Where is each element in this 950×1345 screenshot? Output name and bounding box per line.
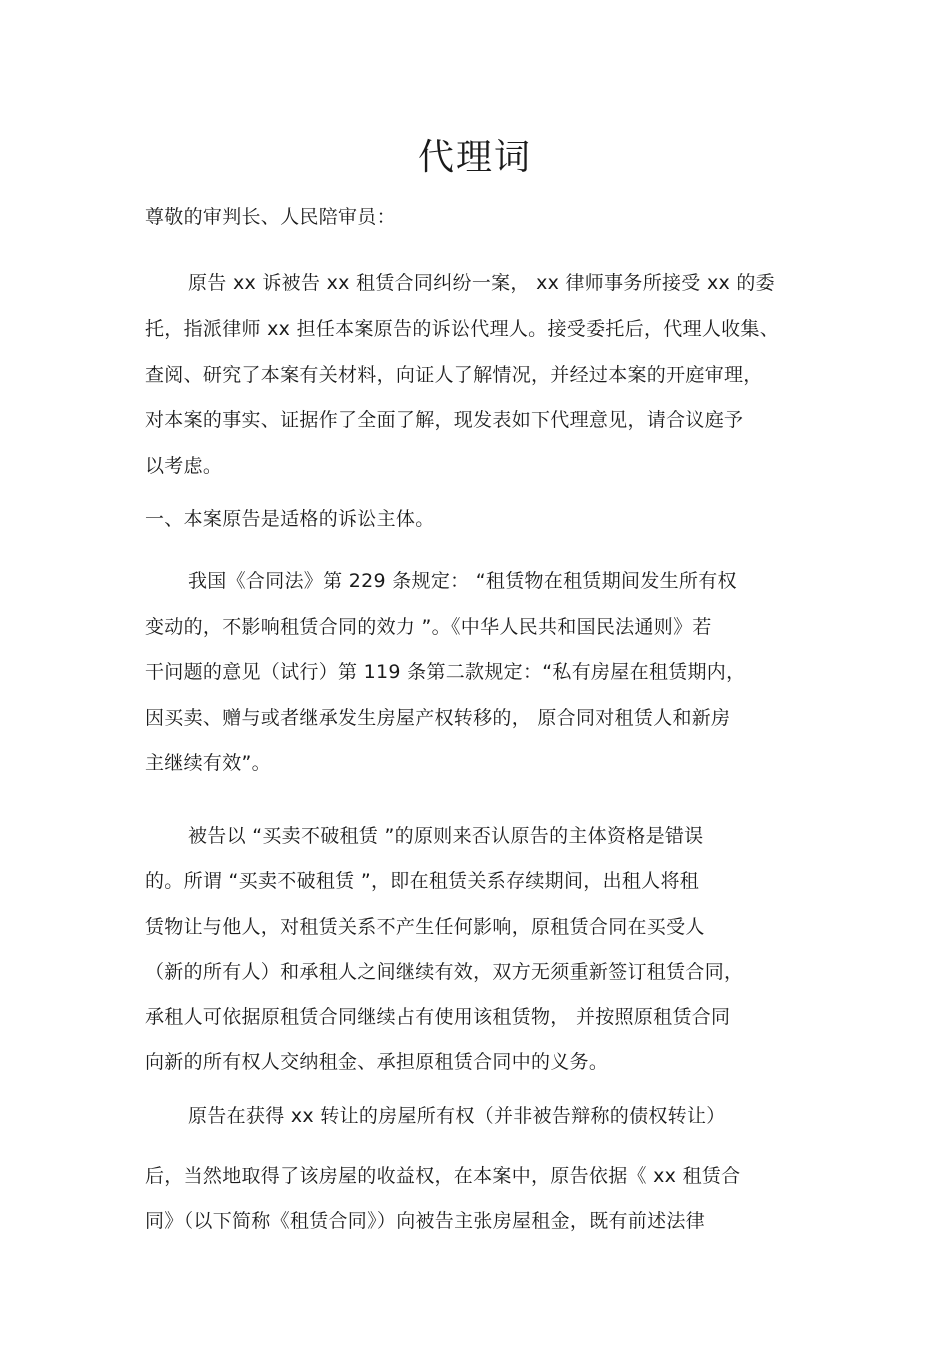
paragraph-line: 原告在获得 xx 转让的房屋所有权（并非被告辩称的债权转让） <box>188 1105 726 1127</box>
paragraph-line: 赁物让与他人，对租赁关系不产生任何影响，原租赁合同在买受人 <box>145 916 705 938</box>
paragraph-line: 的。所谓 “买卖不破租赁 ”，即在租赁关系存续期间，出租人将租 <box>145 870 700 892</box>
paragraph-line: 变动的，不影响租赁合同的效力 ”。《中华人民共和国民法通则》若 <box>145 616 712 638</box>
paragraph-line: 向新的所有权人交纳租金、承担原租赁合同中的义务。 <box>145 1051 609 1073</box>
paragraph-line: 后，当然地取得了该房屋的收益权，在本案中，原告依据《 xx 租赁合 <box>145 1165 741 1187</box>
section-heading: 一、本案原告是适格的诉讼主体。 <box>145 508 435 530</box>
paragraph-line: 主继续有效”。 <box>145 752 271 774</box>
paragraph-line: 因买卖、赠与或者继承发生房屋产权转移的， 原合同对租赁人和新房 <box>145 707 731 729</box>
paragraph-line: 同》（以下简称《租赁合同》）向被告主张房屋租金，既有前述法律 <box>145 1210 706 1232</box>
paragraph-line: 以考虑。 <box>145 455 223 477</box>
paragraph-line: 干问题的意见（试行）第 119 条第二款规定：“私有房屋在租赁期内， <box>145 661 746 683</box>
paragraph-line: 托，指派律师 xx 担任本案原告的诉讼代理人。接受委托后，代理人收集、 <box>145 318 780 340</box>
paragraph-line: 对本案的事实、证据作了全面了解，现发表如下代理意见，请合议庭予 <box>145 409 744 431</box>
paragraph-line: （新的所有人）和承租人之间继续有效，双方无须重新签订租赁合同， <box>145 961 744 983</box>
document-title: 代理词 <box>417 137 532 178</box>
paragraph-line: 查阅、研究了本案有关材料，向证人了解情况，并经过本案的开庭审理， <box>145 364 763 386</box>
paragraph-line: 承租人可依据原租赁合同继续占有使用该租赁物， 并按照原租赁合同 <box>145 1006 731 1028</box>
paragraph-line: 原告 xx 诉被告 xx 租赁合同纠纷一案， xx 律师事务所接受 xx 的委 <box>188 272 775 294</box>
paragraph-line: 被告以 “买卖不破租赁 ”的原则来否认原告的主体资格是错误 <box>188 825 704 847</box>
paragraph-line: 我国《合同法》第 229 条规定： “租赁物在租赁期间发生所有权 <box>188 570 737 592</box>
salutation: 尊敬的审判长、人民陪审员： <box>145 206 396 228</box>
